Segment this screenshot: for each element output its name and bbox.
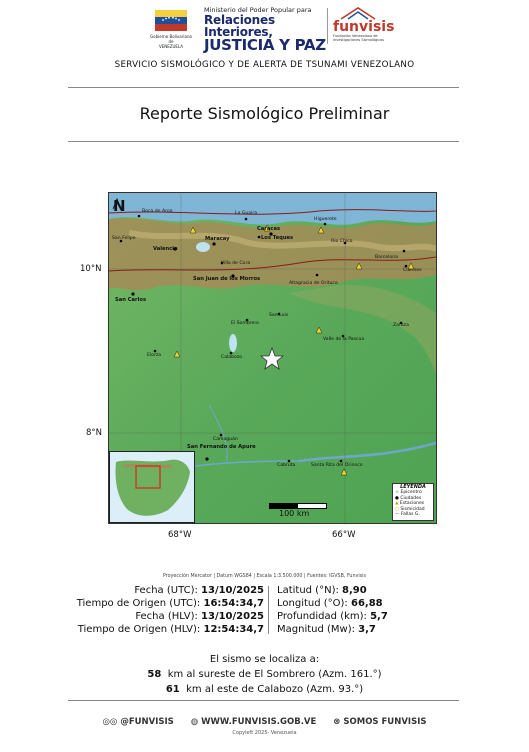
x-icon: ⊗ xyxy=(333,717,341,727)
lake-valencia xyxy=(196,242,210,252)
scale-label: 100 km xyxy=(279,509,310,518)
legend-item: — Fallas G. xyxy=(395,512,420,518)
reservoir xyxy=(229,334,237,352)
lon-tick: 66°W xyxy=(332,530,356,540)
line-icon: — xyxy=(395,512,400,518)
city-label: Boca de Aroa xyxy=(142,209,173,214)
info-left xyxy=(60,584,264,636)
globe-icon: ◍ xyxy=(190,717,199,727)
info-row: Fecha (HLV): 13/10/2025 xyxy=(135,611,264,622)
location-block xyxy=(0,652,529,697)
info-row: Fecha (UTC): 13/10/2025 xyxy=(134,585,264,596)
ministry-line1: Ministerio del Poder Popular para xyxy=(204,6,312,14)
footer xyxy=(0,717,529,727)
city-label: Villa de Cura xyxy=(221,261,251,266)
lat-tick: 10°N xyxy=(80,264,102,274)
legend-item: ● Ciudades xyxy=(395,495,422,501)
info-row: Latitud (°N): 8,90 xyxy=(277,585,367,596)
city-label: San Carlos xyxy=(115,297,147,303)
info-row: Magnitud (Mw): 3,7 xyxy=(277,624,376,635)
lat-tick: 8°N xyxy=(86,428,103,438)
info-row: Profundidad (km): 5,7 xyxy=(277,611,388,622)
gov-emblem-text: Gobierno Bolivariano de VENEZUELA xyxy=(150,34,192,49)
city-label: Los Teques xyxy=(261,235,294,241)
projection-note: Proyección Mercator | Datum WGS84 | Escala 1:3.500.000 | Fuentes: IGVSB, Funvisis xyxy=(162,574,367,579)
circle-icon: ○ xyxy=(395,506,399,512)
info-row: Longitud (°O): 66,88 xyxy=(277,598,383,609)
service-title: SERVICIO SISMOLÓGICO Y DE ALERTA DE TSUNAMI VENEZOLANO xyxy=(114,60,415,70)
legend-item: ▲ Estaciones xyxy=(395,501,425,507)
divider-title xyxy=(68,141,459,142)
report-title: Reporte Sismológico Preliminar xyxy=(139,104,390,123)
city-label: San Fernando de Apure xyxy=(187,444,256,450)
funvisis-name: funvisis xyxy=(333,19,395,35)
city-label: Zaraza xyxy=(393,323,409,328)
divider-bottom xyxy=(68,700,459,701)
city-label: El Sombrero xyxy=(231,321,259,326)
city-label: Barcelona xyxy=(375,255,398,260)
north-arrow-label: N xyxy=(113,197,126,215)
footer-social[interactable]: ◎◎ @FUNVISIS xyxy=(102,717,174,727)
ministry-line3: JUSTICIA Y PAZ xyxy=(204,36,326,54)
city-label: Higuerote xyxy=(314,217,337,222)
funvisis-brand xyxy=(333,6,393,42)
ministry-title xyxy=(204,6,326,53)
map-legend xyxy=(392,483,434,521)
star-icon: ☆ xyxy=(395,490,400,496)
funvisis-tagline: Fundación Venezolana de Investigaciones Sismológicas xyxy=(333,34,385,42)
header-divider xyxy=(327,8,328,44)
city-label: Caracas xyxy=(257,226,281,232)
city-label: Camaguán xyxy=(213,437,238,442)
ministry-line2: Relaciones Interiores, xyxy=(204,13,275,39)
legend-item: ○ Sismicidad xyxy=(395,506,425,512)
city-label: San Felipe xyxy=(112,236,136,241)
inset-map xyxy=(109,451,195,523)
footer-slogan[interactable]: ⊗ SOMOS FUNVISIS xyxy=(333,717,427,727)
legend-item: ☆ Epicentro xyxy=(395,490,422,496)
city-label: San Luis xyxy=(269,313,289,318)
lon-tick: 68°W xyxy=(168,530,192,540)
city-label: Valle de la Pascua xyxy=(323,337,365,342)
city-label: Cabruta xyxy=(277,463,296,468)
city-label: Río Chico xyxy=(331,239,353,244)
divider-top xyxy=(68,87,459,88)
social-icons: ◎◎ xyxy=(102,717,118,727)
city-label: San Juan de los Morros xyxy=(193,276,261,282)
location-line: 61 km al este de Calabozo (Azm. 93.°) xyxy=(165,684,364,695)
footer-web[interactable]: ◍ WWW.FUNVISIS.GOB.VE xyxy=(190,717,317,727)
city-label: Calabozo xyxy=(221,355,243,360)
city-label: Valencia xyxy=(153,246,178,252)
info-row: Tiempo de Origen (HLV): 12:54:34,7 xyxy=(77,624,264,635)
dot-icon: ● xyxy=(395,495,399,501)
info-right xyxy=(277,584,417,636)
city-label: Santa Rita del Orinoco xyxy=(311,463,363,468)
info-row: Tiempo de Origen (UTC): 16:54:34,7 xyxy=(76,598,264,609)
city-label: Altagracia de Orituco xyxy=(289,281,338,286)
city-label: Elorza xyxy=(147,353,162,358)
city-label: La Guaira xyxy=(235,211,258,216)
legend-title: LEYENDA xyxy=(400,484,426,490)
location-intro: El sismo se localiza a: xyxy=(209,654,320,665)
epicenter-map xyxy=(108,192,437,524)
city-label: Clarines xyxy=(403,268,422,273)
triangle-icon: ▲ xyxy=(395,501,399,507)
copyright: Copyleft 2025- Venezuela xyxy=(232,730,297,736)
info-divider xyxy=(268,586,269,634)
city-label: Maracay xyxy=(205,236,230,242)
location-line: 58 km al sureste de El Sombrero (Azm. 161.°) xyxy=(147,669,382,680)
